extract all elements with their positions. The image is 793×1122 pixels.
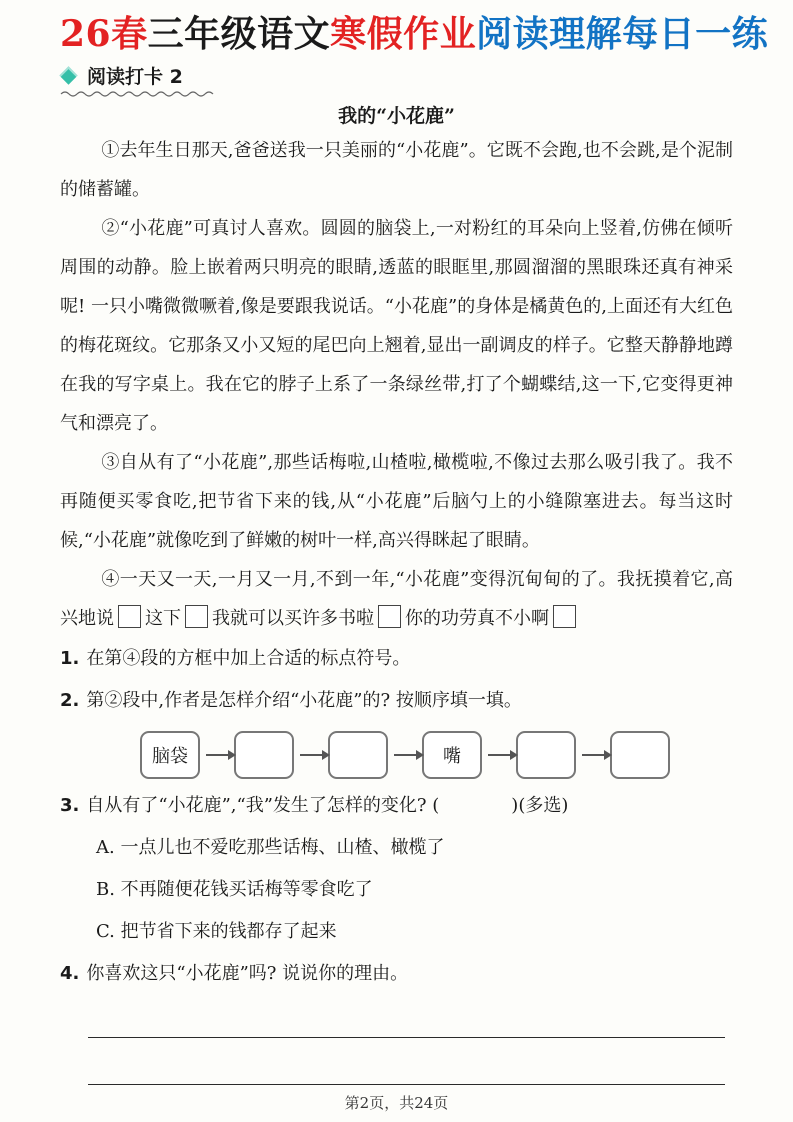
question-1-text: 在第④段的方框中加上合适的标点符号。 bbox=[86, 648, 411, 669]
flowchart bbox=[140, 731, 733, 779]
q3-option: A. 一点儿也不爱吃那些话梅、山楂、橄榄了 bbox=[96, 837, 445, 858]
question-3-text: 自从有了“小花鹿”,“我”发生了怎样的变化? ( )(多选) bbox=[86, 795, 569, 816]
flowchart-box-blank[interactable] bbox=[234, 731, 294, 779]
flowchart-box-blank[interactable] bbox=[516, 731, 576, 779]
answer-line[interactable] bbox=[88, 997, 725, 1038]
flowchart-box-filled: 嘴 bbox=[422, 731, 482, 779]
passage-paragraph: ①去年生日那天,爸爸送我一只美丽的“小花鹿”。它既不会跑,也不会跳,是个泥制的储蓄罐。 bbox=[60, 140, 733, 200]
passage-paragraph: ③自从有了“小花鹿”,那些话梅啦,山楂啦,橄榄啦,不像过去那么吸引我了。我不再随便买零食吃,把节省下来的钱,从“小花鹿”后脑勺上的小缝隙塞进去。每当这时候,“小花鹿”就像吃到了鲜嫩的树叶一样,高兴得眯起了眼睛。 bbox=[60, 452, 733, 551]
section-header bbox=[62, 62, 733, 88]
punctuation-blank-box[interactable] bbox=[553, 605, 576, 628]
flowchart-box-filled: 脑袋 bbox=[140, 731, 200, 779]
question-2 bbox=[60, 680, 733, 722]
q3-option: C. 把节省下来的钱都存了起来 bbox=[96, 921, 337, 942]
punctuation-blank-box[interactable] bbox=[378, 605, 401, 628]
question-4-number: 4. bbox=[60, 963, 80, 984]
question-4-text: 你喜欢这只“小花鹿”吗? 说说你的理由。 bbox=[86, 963, 409, 984]
punctuation-blank-box[interactable] bbox=[185, 605, 208, 628]
punctuation-blank-box[interactable] bbox=[118, 605, 141, 628]
question-3 bbox=[60, 785, 733, 827]
question-4 bbox=[60, 953, 733, 995]
page-title-segment: 阅读理解每日一练 bbox=[476, 13, 769, 55]
question-2-number: 2. bbox=[60, 690, 80, 711]
flowchart-box-blank[interactable] bbox=[610, 731, 670, 779]
page-footer: 第2页，共24页 bbox=[344, 1094, 449, 1112]
q3-options bbox=[96, 827, 733, 953]
wavy-underline bbox=[60, 89, 220, 97]
question-3-number: 3. bbox=[60, 795, 80, 816]
section-label: 阅读打卡 2 bbox=[87, 65, 183, 88]
page-title-segment: 26春 bbox=[60, 13, 148, 55]
arrow-right-icon bbox=[488, 754, 511, 756]
arrow-right-icon bbox=[206, 754, 229, 756]
arrow-right-icon bbox=[394, 754, 417, 756]
answer-line[interactable] bbox=[88, 1038, 725, 1085]
flowchart-box-blank[interactable] bbox=[328, 731, 388, 779]
page-title-segment: 寒假作业 bbox=[330, 13, 477, 55]
q3-option: B. 不再随便花钱买话梅等零食吃了 bbox=[96, 879, 373, 900]
passage-paragraphs bbox=[60, 131, 733, 638]
answer-area bbox=[60, 997, 733, 1085]
page-title-segment: 三年级语文 bbox=[147, 13, 331, 55]
passage-paragraph-4: ④一天又一天,一月又一月,不到一年,“小花鹿”变得沉甸甸的了。我抚摸着它,高兴地说 这下 我就可以买许多书啦 你的功劳真不小啊 bbox=[60, 569, 733, 629]
question-2-text: 第②段中,作者是怎样介绍“小花鹿”的? 按顺序填一填。 bbox=[86, 690, 522, 711]
arrow-right-icon bbox=[582, 754, 605, 756]
arrow-right-icon bbox=[300, 754, 323, 756]
passage-paragraph: ②“小花鹿”可真讨人喜欢。圆圆的脑袋上,一对粉红的耳朵向上竖着,仿佛在倾听周围的动静。脸上嵌着两只明亮的眼睛,透蓝的眼眶里,那圆溜溜的黑眼珠还真有神采呢! 一只小嘴微微噘着,像是要跟我说话。“小花鹿”的身体是橘黄色的,上面还有大红色的梅花斑纹。它那条又小又短的尾巴向上翘着,显出一副调皮的样子。它整天静静地蹲在我的写字桌上。我在它的脖子上系了一条绿丝带,打了个蝴蝶结,这一下,它变得更神气和漂亮了。 bbox=[60, 218, 733, 434]
diamond-icon bbox=[59, 66, 77, 84]
question-1 bbox=[60, 638, 733, 680]
question-1-number: 1. bbox=[60, 648, 80, 669]
passage-title: 我的“小花鹿” bbox=[338, 105, 455, 127]
page-title bbox=[60, 13, 769, 55]
